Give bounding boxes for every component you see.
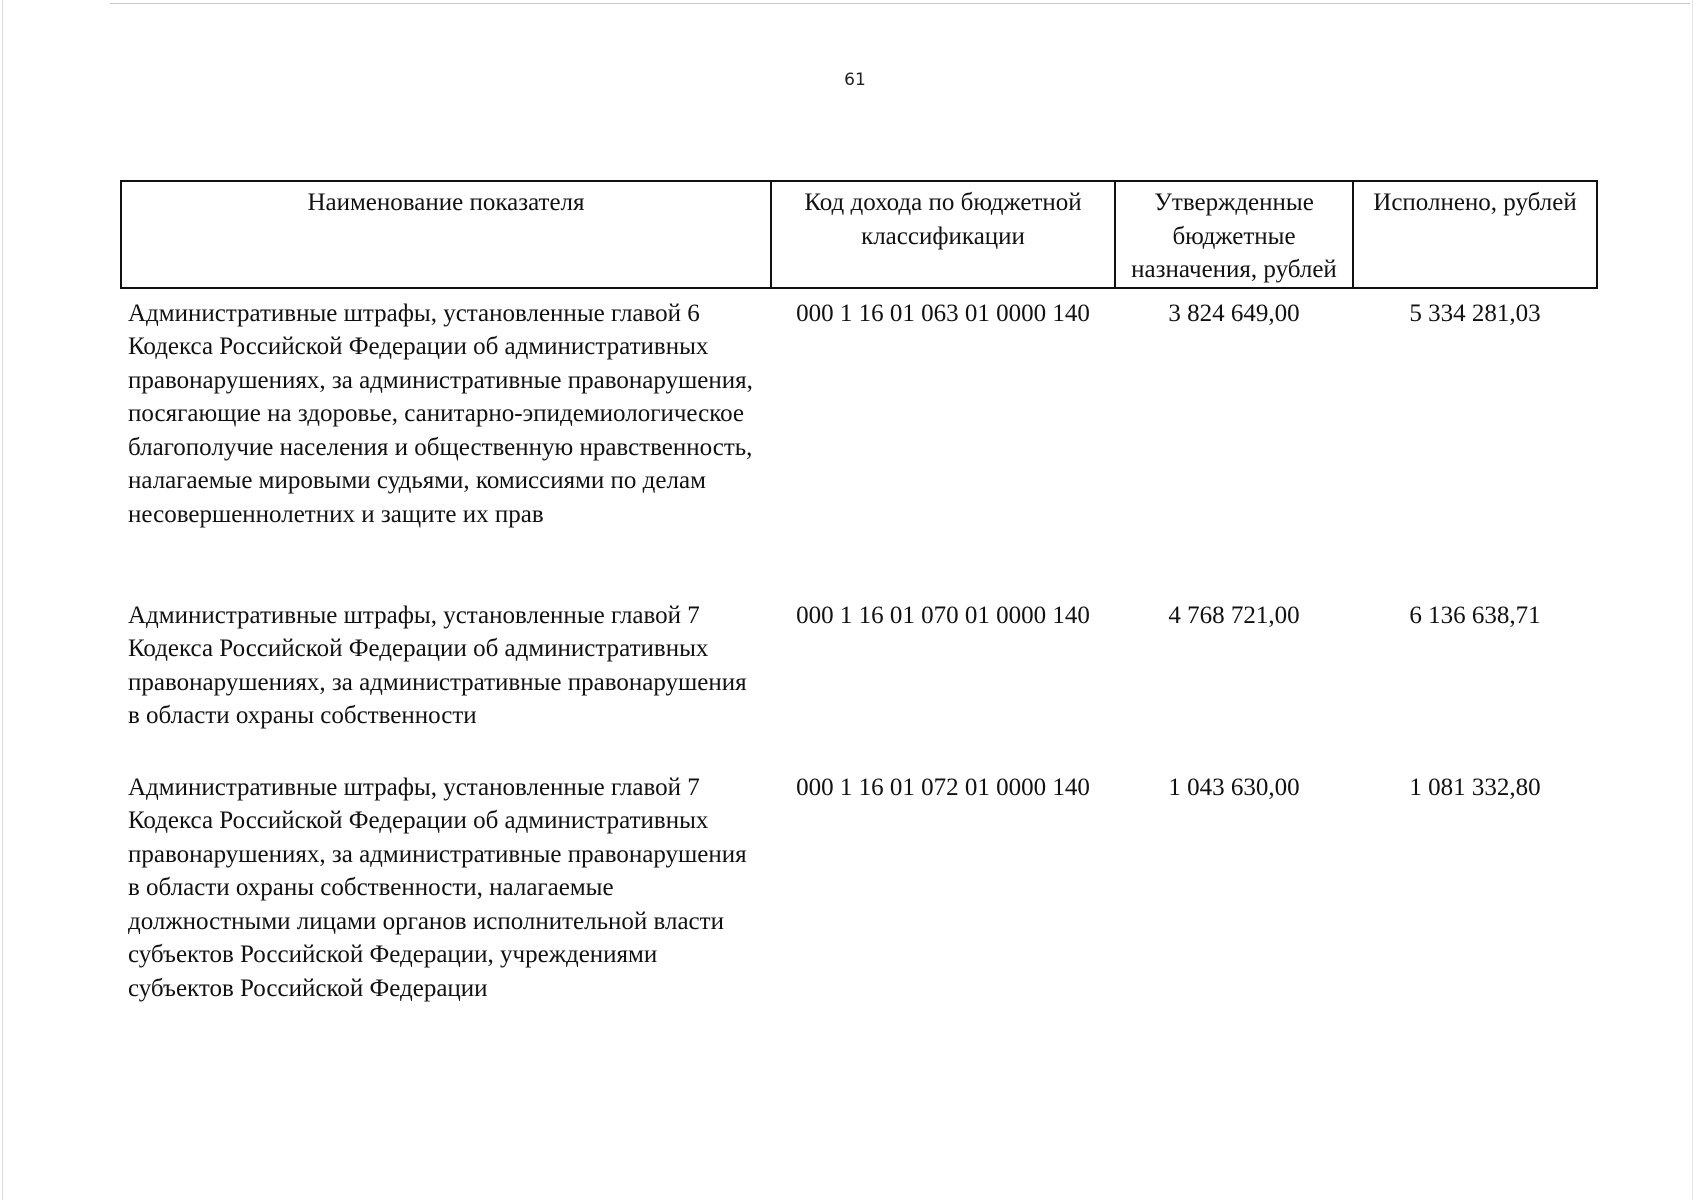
cell-indicator-name: Административные штрафы, установленные главой 7 Кодекса Российской Федерации об административных правонарушениях, за административные правонарушения в области охраны собственности, налагаемые должностными лицами органов исполнительной власти субъектов Российской Федерации, учреждениями субъектов Российской Федерации — [128, 773, 747, 1002]
header-executed-amount: Исполнено, рублей — [1353, 181, 1597, 288]
cell-income-code: 000 1 16 01 070 01 0000 140 — [796, 601, 1090, 629]
cell-income-code: 000 1 16 01 072 01 0000 140 — [796, 773, 1090, 801]
table-row — [121, 771, 1597, 1006]
scan-edge-right — [1692, 0, 1693, 1200]
header-income-code: Код дохода по бюджетной классификации — [771, 181, 1115, 288]
table-header — [121, 181, 1597, 288]
cell-executed-amount: 6 136 638,71 — [1409, 601, 1541, 629]
cell-indicator-name: Административные штрафы, установленные главой 7 Кодекса Российской Федерации об административных правонарушениях, за административные правонарушения в области охраны собственности — [128, 601, 747, 729]
table-row — [121, 288, 1597, 599]
header-approved-amount: Утвержденные бюджетные назначения, рублей — [1115, 181, 1353, 288]
cell-income-code: 000 1 16 01 063 01 0000 140 — [796, 299, 1090, 327]
scan-edge-top — [110, 3, 1690, 4]
cell-approved-amount: 1 043 630,00 — [1168, 773, 1300, 801]
cell-approved-amount: 3 824 649,00 — [1168, 299, 1300, 327]
header-indicator-name: Наименование показателя — [121, 181, 771, 288]
cell-executed-amount: 1 081 332,80 — [1409, 773, 1541, 801]
table-row — [121, 599, 1597, 771]
revenue-table — [120, 180, 1598, 1005]
cell-approved-amount: 4 768 721,00 — [1168, 601, 1300, 629]
table-body — [121, 288, 1597, 1006]
scan-edge-left — [2, 0, 3, 1200]
header-row — [121, 181, 1597, 288]
cell-indicator-name: Административные штрафы, установленные главой 6 Кодекса Российской Федерации об административных правонарушениях, за административные правонарушения, посягающие на здоровье, санитарно-эпидемиологическое благополучие населения и общественную нравственность, налагаемые мировыми судьями, комиссиями по делам несовершеннолетних и защите их прав — [128, 299, 753, 528]
cell-executed-amount: 5 334 281,03 — [1409, 299, 1541, 327]
page-number: 61 — [844, 70, 866, 90]
